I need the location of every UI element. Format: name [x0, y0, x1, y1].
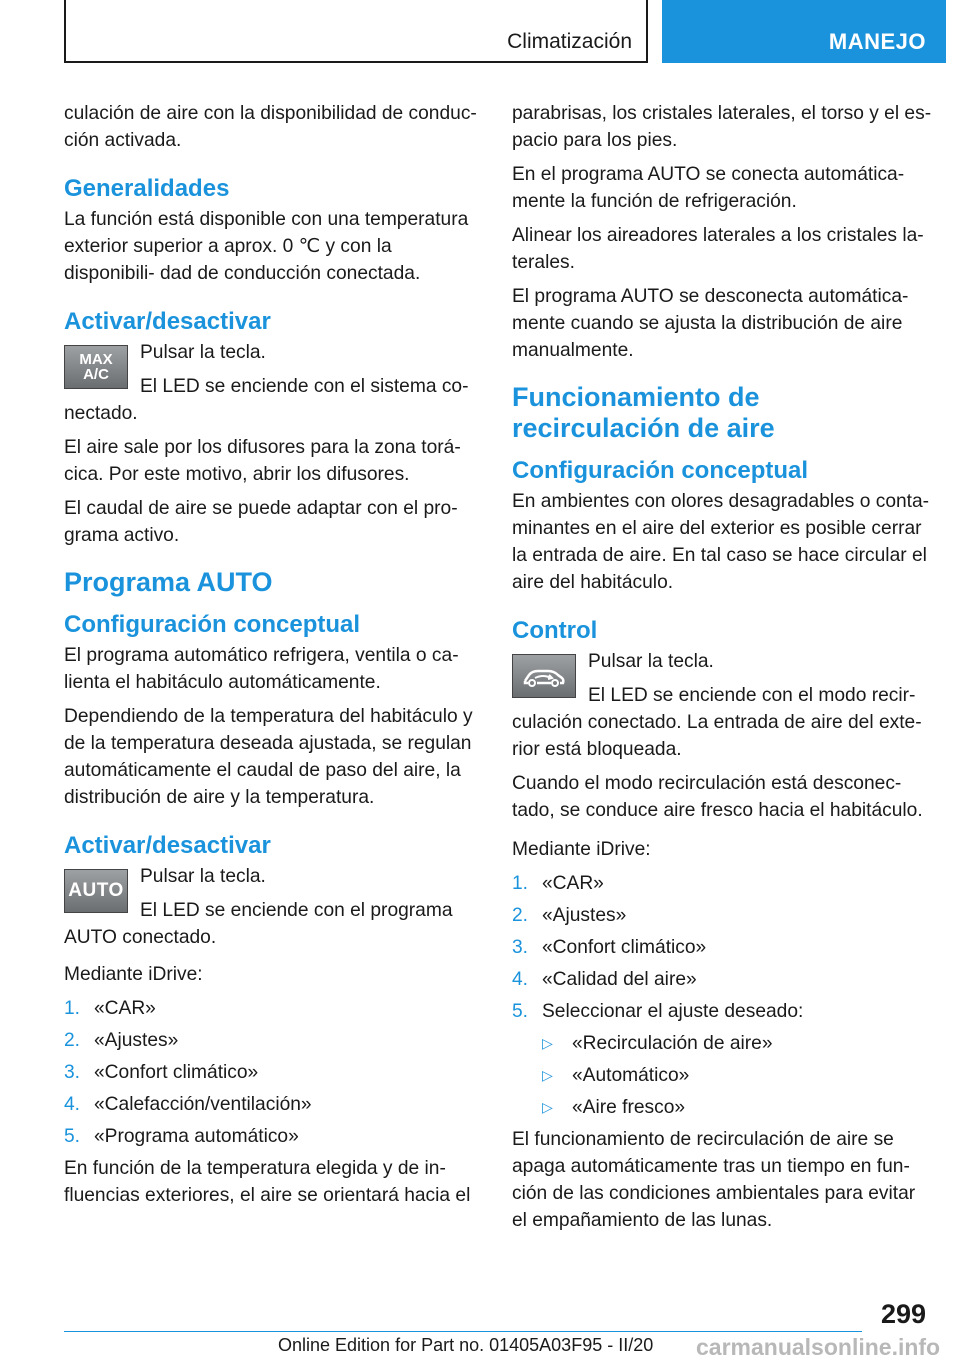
step-text: «CAR» [542, 873, 604, 894]
paragraph-caudal: El caudal de aire se puede adaptar con el pro‐ grama activo. [64, 498, 458, 546]
list-item [542, 1030, 932, 1057]
paragraph-alinear: Alinear los aireadores laterales a los cristales la‐ terales. [512, 225, 924, 273]
heading-activar-maxac: Activar/desactivar [64, 308, 271, 335]
step-text: «Ajustes» [94, 1030, 179, 1051]
step-text: «Confort climático» [94, 1062, 259, 1083]
paragraph-pulsar-recirc: Pulsar la tecla. [588, 651, 714, 672]
step-number: 1. [512, 873, 529, 894]
paragraph-idrive-right: Mediante iDrive: [512, 839, 651, 860]
step-number: 3. [512, 937, 529, 958]
step-text: «CAR» [94, 998, 156, 1019]
step-number: 3. [64, 1062, 81, 1083]
step-text: Seleccionar el ajuste deseado: [542, 1001, 804, 1022]
paragraph-idrive-left: Mediante iDrive: [64, 964, 203, 985]
page-number: 299 [880, 1299, 926, 1329]
watermark: carmanualsonline.info [696, 1334, 941, 1360]
step-number: 4. [512, 969, 529, 990]
steps-list-left [64, 995, 482, 1150]
max-ac-label-bottom: A/C [83, 366, 109, 383]
chapter-tab [662, 0, 946, 63]
recirc-key-block [512, 648, 932, 763]
paragraph-pulsar-auto: Pulsar la tecla. [140, 866, 266, 887]
max-ac-button-icon [64, 345, 128, 389]
list-item [542, 1062, 932, 1089]
paragraph-parabrisas: parabrisas, los cristales laterales, el torso y el es‐ pacio para los pies. [512, 103, 932, 151]
step-number: 5. [64, 1126, 81, 1147]
step-text: «Calefacción/ventilación» [94, 1094, 312, 1115]
heading-config-auto: Configuración conceptual [64, 611, 361, 638]
list-item [64, 1027, 482, 1054]
paragraph-config-1: El programa automático refrigera, ventila o ca‐ lienta el habitáculo automáticamente. [64, 645, 459, 693]
intro-paragraph: culación de aire con la disponibilidad de conduc‐ ción activada. [64, 103, 477, 151]
paragraph-auto-desconecta: El programa AUTO se desconecta automática‐ mente cuando se ajusta la distribución de aire manualmente. [512, 286, 909, 361]
paragraph-led-maxac: El LED se enciende con el sistema co‐ nectado. [64, 376, 469, 424]
list-item [64, 1123, 482, 1150]
list-item [64, 1091, 482, 1118]
auto-key-block [64, 863, 482, 951]
list-item [512, 902, 932, 929]
heading-activar-auto: Activar/desactivar [64, 832, 271, 859]
paragraph-led-recirc: El LED se enciende con el modo recir‐ culación conectado. La entrada de aire del exte‐ rior está bloqueada. [512, 685, 922, 760]
paragraph-funcion: En función de la temperatura elegida y de in‐ fluencias exteriores, el aire se orientará hacia el [64, 1158, 471, 1206]
heading-recirculacion: Funcionamiento de recirculación de aire [512, 382, 775, 443]
options-list [542, 1030, 932, 1121]
auto-button-icon: AUTO [64, 869, 128, 913]
paragraph-led-auto: El LED se enciende con el programa AUTO conectado. [64, 900, 453, 948]
heading-config-recirc: Configuración conceptual [512, 457, 809, 484]
paragraph-cuando: Cuando el modo recirculación está desconec‐ tado, se conduce aire fresco hacia el habitáculo. [512, 773, 923, 821]
step-text: «Calidad del aire» [542, 969, 697, 990]
left-column [64, 100, 482, 1216]
option-text: «Automático» [572, 1065, 690, 1086]
header-section-box [64, 0, 648, 63]
step-text: «Confort climático» [542, 937, 707, 958]
maxac-key-block [64, 339, 482, 427]
paragraph-final: El funcionamiento de recirculación de aire se apaga automáticamente tras un tiempo en fun‐ ción de las condiciones ambientales para evitar el empañamiento de las lunas. [512, 1129, 916, 1231]
option-text: «Aire fresco» [572, 1097, 686, 1118]
section-title: Climatización [507, 30, 632, 53]
triangle-bullet-icon: ▷ [542, 1035, 553, 1051]
paragraph-aire: El aire sale por los difusores para la zona torá‐ cica. Por este motivo, abrir los difusores. [64, 437, 461, 485]
list-item [542, 1094, 932, 1121]
paragraph-pulsar-maxac: Pulsar la tecla. [140, 342, 266, 363]
list-item [512, 998, 932, 1025]
paragraph-auto-refrigeracion: En el programa AUTO se conecta automática‐ mente la función de refrigeración. [512, 164, 905, 212]
step-number: 5. [512, 1001, 529, 1022]
triangle-bullet-icon: ▷ [542, 1099, 553, 1115]
heading-control: Control [512, 617, 598, 644]
step-number: 2. [512, 905, 529, 926]
car-recirculation-icon [512, 654, 576, 698]
list-item [512, 966, 932, 993]
footer-edition: Online Edition for Part no. 01405A03F95 - II/20 [278, 1335, 654, 1355]
option-text: «Recirculación de aire» [572, 1033, 773, 1054]
heading-generalidades: Generalidades [64, 175, 230, 202]
triangle-bullet-icon: ▷ [542, 1067, 553, 1083]
paragraph-config-recirc: En ambientes con olores desagradables o conta‐ minantes en el aire del exterior es posible cerrar la entrada de aire. En tal caso se hace circular el aire del habitáculo. [512, 491, 930, 593]
list-item [64, 995, 482, 1022]
heading-programa-auto: Programa AUTO [64, 567, 273, 597]
step-text: «Programa automático» [94, 1126, 299, 1147]
right-column [512, 100, 932, 1241]
paragraph-config-2: Dependiendo de la temperatura del habitáculo y de la temperatura deseada ajustada, se regulan automáticamente el caudal de paso del aire, la distribución de aire y la temperatura. [64, 706, 473, 808]
steps-list-right [512, 870, 932, 1025]
step-text: «Ajustes» [542, 905, 627, 926]
step-number: 2. [64, 1030, 81, 1051]
paragraph-generalidades: La función está disponible con una temperatura exterior superior a aprox. 0 ℃ y con la disponibili‐ dad de conducción conectada. [64, 209, 469, 284]
max-ac-label-top: MAX [79, 351, 113, 368]
footer-divider [64, 1331, 862, 1332]
chapter-title: MANEJO [828, 29, 926, 54]
step-number: 1. [64, 998, 81, 1019]
recirculation-glyph-icon [521, 663, 567, 689]
step-number: 4. [64, 1094, 81, 1115]
list-item [64, 1059, 482, 1086]
list-item [512, 934, 932, 961]
list-item [512, 870, 932, 897]
